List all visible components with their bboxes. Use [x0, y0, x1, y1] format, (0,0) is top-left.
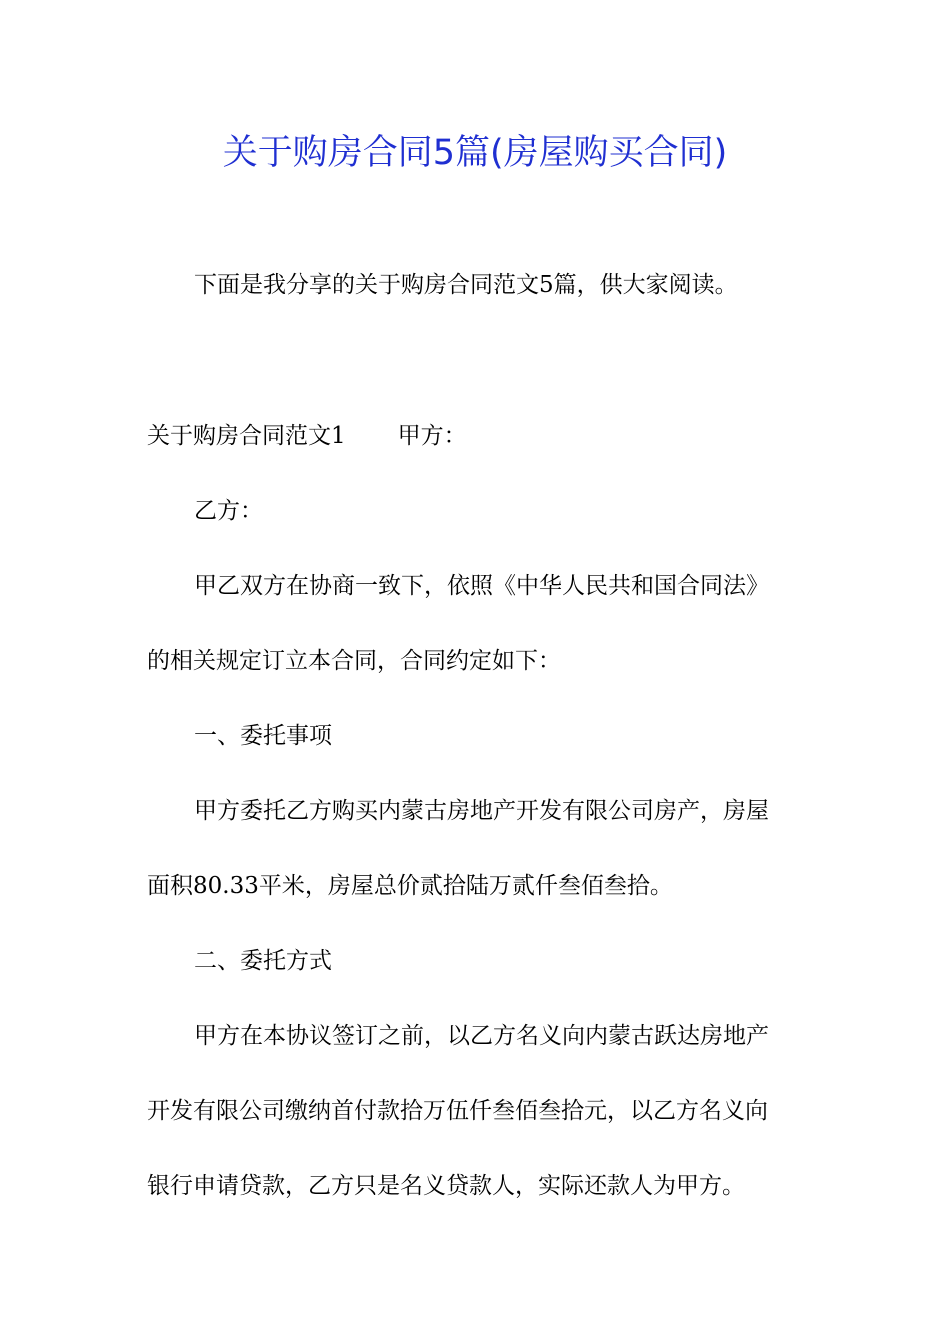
paragraph-3-line-3: 银行申请贷款，乙方只是名义贷款人，实际还款人为甲方。 [147, 1173, 745, 1199]
paragraph-2-line-2: 面积80.33平米，房屋总价贰拾陆万贰仟叁佰叁拾。 [147, 873, 673, 899]
paragraph-3-line-1: 甲方在本协议签订之前，以乙方名义向内蒙古跃达房地产 [194, 1023, 769, 1049]
section-heading-line [147, 419, 807, 453]
item-1-heading: 一、委托事项 [194, 723, 332, 749]
paragraph-1-line-1: 甲乙双方在协商一致下，依照《中华人民共和国合同法》 [194, 573, 769, 599]
paragraph-1-line-2: 的相关规定订立本合同，合同约定如下： [147, 648, 561, 674]
party-a-label: 甲方： [397, 423, 467, 449]
document-title: 关于购房合同5篇(房屋购买合同) [222, 133, 728, 173]
paragraph-3-line-2: 开发有限公司缴纳首付款拾万伍仟叁佰叁拾元，以乙方名义向 [147, 1098, 768, 1124]
party-b-label: 乙方： [194, 498, 263, 524]
intro-paragraph: 下面是我分享的关于购房合同范文5篇，供大家阅读。 [194, 272, 738, 298]
paragraph-2-line-1: 甲方委托乙方购买内蒙古房地产开发有限公司房产，房屋 [194, 798, 769, 824]
item-2-heading: 二、委托方式 [194, 948, 332, 974]
section-heading: 关于购房合同范文1 [147, 423, 346, 449]
